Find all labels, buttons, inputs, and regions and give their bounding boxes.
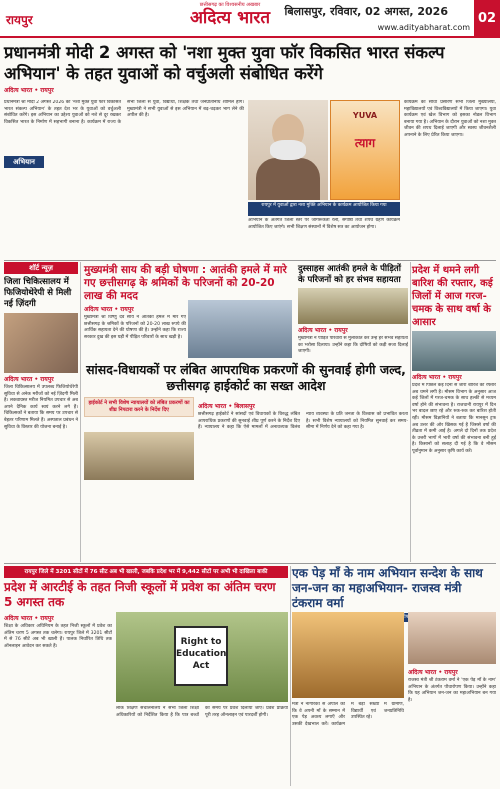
weather-byline: अदित्य भारत • रायपुर xyxy=(412,374,462,381)
tree-campaign-body: राजस्व मंत्री श्री टंकराम वर्मा ने 'एक पेड़ माँ के नाम' अभियान के अंतर्गत पौधारोपण किया। उन्होंने कहा कि यह अभियान जन-जन का महाअभियान बन गया है। xyxy=(408,678,496,703)
short-news-kicker: शॉर्ट न्यूज़ xyxy=(4,262,78,274)
rte-board: Right to Education Act xyxy=(174,626,228,686)
highcourt-byline: अदित्य भारत • बिलासपुर xyxy=(198,403,255,410)
paper-logo xyxy=(160,2,300,34)
rte-headline: प्रदेश में आरटीई के तहत निजी स्कूलों में प्रवेश का अंतिम चरण 5 अगस्त तक xyxy=(4,580,276,609)
short-news-photo xyxy=(4,313,78,373)
highcourt-headline: सांसद-विधायकों पर लंबित आपराधिक प्रकरणों की सुनवाई होगी जल्द, छत्तीसगढ़ हाईकोर्ट का सख्त आदेश xyxy=(86,362,406,393)
rte-body: शिक्षा के अधिकार अधिनियम के तहत निजी स्कूलों में प्रवेश का अंतिम चरण 5 अगस्त तक चलेगा। रायपुर जिले में 3201 सीटों में से 76 सीटें अब भी खाली हैं। पालक निर्धारित तिथि तक ऑनलाइन आवेदन कर सकते हैं। xyxy=(4,624,112,649)
tree-campaign-body-2: मंत्री ने नागरिकों से अपील की कि वे अपनी माँ के सम्मान में एक पेड़ अवश्य लगाएँ और उसकी देखभाल करें। कार्यक्रम में बड़ी संख्या में ग्रामीण, विद्यार्थी एवं जनप्रतिनिधि उपस्थित रहे। xyxy=(292,702,404,727)
short-news-byline: अदित्य भारत • रायपुर xyxy=(4,376,54,383)
weather-headline: प्रदेश में थमने लगी बारिश की रफ्तार, कई जिलों में आज गरज-चमक के साथ वर्षा के आसार xyxy=(412,265,493,328)
rte-story xyxy=(4,580,288,718)
attack-victims-photo xyxy=(298,288,408,324)
short-news-headline: जिला चिकित्सालय में फिजियोथेरेपी से मिली नई ज़िंदगी xyxy=(4,277,72,309)
short-news-box xyxy=(4,262,78,562)
tree-campaign-photo xyxy=(292,612,404,698)
highcourt-story xyxy=(84,362,408,431)
highcourt-text xyxy=(198,400,408,512)
attack-victims-headline: दुस्साहस आतंकी हमले के पीड़ितों के परिजनों को हर संभव सहायता xyxy=(298,264,401,285)
cm-announcement-byline: अदित्य भारत • रायपुर xyxy=(84,306,134,313)
rte-byline: अदित्य भारत • रायपुर xyxy=(4,615,54,622)
divider xyxy=(4,260,496,261)
page-number: 02 xyxy=(474,0,500,36)
highcourt-body: छत्तीसगढ़ हाईकोर्ट ने सांसदों एवं विधायकों के विरुद्ध लंबित आपराधिक प्रकरणों की सुनवाई शीघ्र पूर्ण करने के निर्देश दिए हैं। न्यायालय ने कहा कि ऐसे मामलों में अनावश्यक विलंब न्याय व्यवस्था के प्रति जनता के विश्वास को प्रभावित करता है। सभी विशेष न्यायालयों को नियमित सुनवाई कर समय-सीमा में निर्णय देने को कहा गया है। xyxy=(198,412,408,431)
website: www.adityabharat.com xyxy=(377,23,470,32)
poster-top-text: YUVA xyxy=(352,111,378,120)
rte-text xyxy=(4,612,112,782)
masthead xyxy=(0,0,500,38)
attack-victims-byline: अदित्य भारत • रायपुर xyxy=(298,327,348,334)
paper-name: अदित्य भारत xyxy=(189,8,271,28)
tree-campaign-text xyxy=(408,666,496,786)
lead-body: प्रधानमंत्री श्री मोदी 2 अगस्त 2026 को 'नशा मुक्त युवा फॉर विकसित भारत संकल्प अभियान' के तहत देश भर के युवाओं को वर्चुअली संबोधित करेंगे। इस अभियान का उद्देश्य युवाओं को नशे से दूर रखकर विकसित भारत के निर्माण में सहभागी बनाना है। कार्यक्रम में राज्य के सभी जिलों से युवा, विद्यार्थी, शिक्षक तथा जनप्रतिनिधि शामिल होंगे। मुख्यमंत्री ने सभी युवाओं से इस अभियान में बढ़-चढ़कर भाग लेने की अपील की है। xyxy=(4,100,244,125)
short-news-body: जिला चिकित्सालय में उपलब्ध फिजियोथेरेपी सुविधा से अनेक मरीजों को नई ज़िंदगी मिली है। लकवाग्रस्त मरीज नियमित उपचार से अब अपने दैनिक कार्य स्वयं करने लगे हैं। चिकित्सकों ने बताया कि समय पर उपचार से बेहतर परिणाम मिलते हैं। अस्पताल प्रबंधन ने सुविधा के विस्तार की योजना बनाई है। xyxy=(4,385,78,430)
weather-photo xyxy=(412,331,496,371)
tree-campaign-headline: एक पेड़ माँ के नाम अभियान सन्देश के साथ जन-जन का महाअभियान- राजस्व मंत्री टंकराम वर्मा xyxy=(292,566,483,610)
lead-headline: प्रधानमंत्री मोदी 2 अगस्त को 'नशा मुक्त युवा फॉर विकसित भारत संकल्प अभियान' के तहत युवाओं को वर्चुअली संबोधित करेंगे xyxy=(4,43,445,83)
cm-announcement-body: मुख्यमंत्री श्री विष्णु देव साय ने आतंकी हमले में मारे गए छत्तीसगढ़ के श्रमिकों के परिजनों को 20-20 लाख रुपये की आर्थिक सहायता देने की घोषणा की है। उन्होंने कहा कि राज्य सरकार दुख की इस घड़ी में पीड़ित परिवारों के साथ खड़ी है। xyxy=(84,315,186,340)
minister-photo xyxy=(408,612,496,664)
photo-figure-body xyxy=(256,158,320,200)
highcourt-note: हाईकोर्ट ने सभी विशेष न्यायालयों को लंबित प्रकरणों का शीघ्र निपटारा करने के निर्देश दिए xyxy=(84,397,194,417)
column-divider xyxy=(410,262,411,562)
lead-body-3: कार्यक्रम का सीधा प्रसारण सभी जिला मुख्यालयों, महाविद्यालयों एवं विश्वविद्यालयों में किया जाएगा। युवा कार्यक्रम एवं खेल विभाग को इसका नोडल विभाग बनाया गया है। अभियान के दौरान युवाओं को नशा मुक्त जीवन की शपथ दिलाई जाएगी और स्वस्थ जीवनशैली अपनाने के लिए प्रेरित किया जाएगा। xyxy=(404,100,496,138)
highcourt-photo xyxy=(84,432,194,480)
column-divider xyxy=(290,566,291,786)
rte-banner: रायपुर जिले में 3201 सीटों में 76 सीट अब भी खाली, जबकि प्रदेश भर में 9,442 सीटों पर अभी भी दाखिला बाकी xyxy=(4,566,288,578)
cm-announcement-headline: मुख्यमंत्री साय की बड़ी घोषणा : आतंकी हमले में मारे गए छत्तीसगढ़ के श्रमिकों के परिजनों को 20-20 लाख की मदद xyxy=(84,264,287,302)
tree-campaign-byline: अदित्य भारत • रायपुर xyxy=(408,669,458,676)
city-date: बिलासपुर, रविवार, 02 अगस्त, 2026 xyxy=(284,5,448,18)
lead-body-2: अभियान के अंतर्गत जिला स्तर पर जागरूकता रैली, संगोष्ठी तथा शपथ ग्रहण कार्यक्रम आयोजित किए जाएंगे। सभी शिक्षण संस्थानों में विशेष सत्र का आयोजन होगा। xyxy=(248,218,400,230)
section-label: रायपुर xyxy=(6,13,33,27)
attack-victims-body: मुख्यमंत्री ने पीड़ित परिवारों से मुलाकात कर उन्हें हर संभव सहायता का भरोसा दिलाया। उन्होंने कहा कि दोषियों को कड़ी सजा दिलाई जाएगी। xyxy=(298,336,408,355)
paper-tagline: छत्तीसगढ़ का विश्वसनीय अखबार xyxy=(199,2,261,8)
lead-photo xyxy=(248,100,328,200)
rte-photo xyxy=(116,612,288,702)
weather-body: प्रदेश में पिछले कई दिनों से जारी बारिश की रफ्तार अब थमने लगी है। मौसम विभाग के अनुसार आज कई जिलों में गरज-चमक के साथ हल्की से मध्यम वर्षा होने की संभावना है। राजधानी रायपुर में दिन भर बादल छाए रहे और रुक-रुक कर बारिश होती रही। मौसम विज्ञानियों ने बताया कि मानसून ट्रफ अब उत्तर की ओर खिसक गई है जिससे वर्षा की तीव्रता में कमी आई है। अगले दो दिनों तक प्रदेश के उत्तरी भागों में भारी वर्षा की संभावना बनी हुई है। किसानों को सलाह दी गई है कि वे मौसम पूर्वानुमान के अनुसार कृषि कार्य करें। xyxy=(412,383,496,454)
campaign-poster xyxy=(330,100,400,200)
lead-story xyxy=(4,42,496,96)
rte-body-2: लोक शिक्षण संचालनालय ने सभी जिला शिक्षा अधिकारियों को निर्देशित किया है कि पात्र बच्चों को समय पर प्रवेश दिलाया जाए। प्रवेश प्रक्रिया पूरी तरह ऑनलाइन एवं पारदर्शी होगी। xyxy=(116,706,288,718)
lead-side-label: अभियान xyxy=(4,156,44,168)
poster-main-text: त्याग xyxy=(354,136,376,150)
lead-photo-caption: रायपुर में युवाओं द्वारा नशा मुक्ति अभियान के कार्यक्रम आयोजित किया गया xyxy=(248,202,400,216)
weather-story xyxy=(412,264,496,593)
tree-campaign-story xyxy=(292,566,496,727)
lead-byline: अदित्य भारत • रायपुर xyxy=(4,87,54,94)
divider xyxy=(4,563,496,564)
column-divider xyxy=(80,262,81,562)
photo-figure-beard xyxy=(270,140,306,160)
cm-announcement-photo xyxy=(188,300,292,358)
